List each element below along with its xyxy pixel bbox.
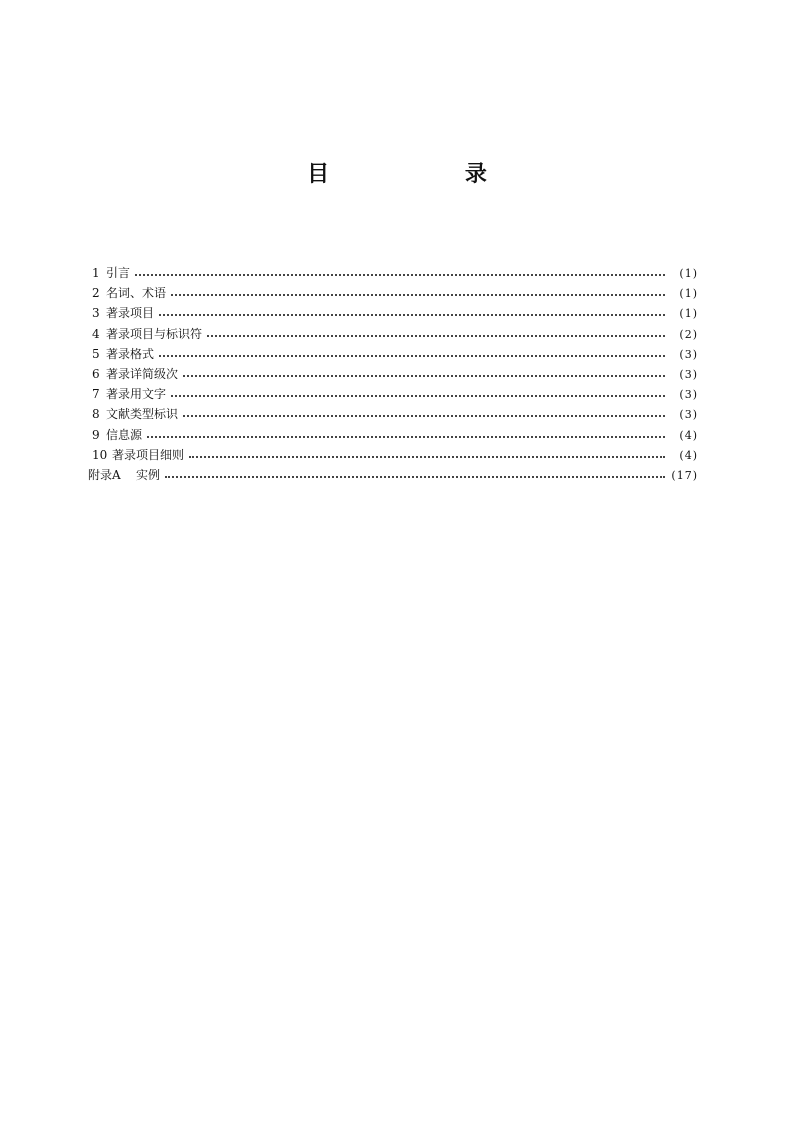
toc-entry-page: (1) bbox=[679, 307, 698, 321]
toc-entry-label: 信息源 bbox=[106, 427, 143, 442]
toc-entry-items[interactable] bbox=[88, 303, 698, 323]
toc-entry-appendix-a[interactable] bbox=[88, 465, 698, 485]
toc-leader-dots bbox=[207, 326, 665, 338]
toc-entry-label: 著录项目细则 bbox=[112, 447, 185, 462]
toc-leader-dots bbox=[189, 447, 665, 459]
toc-entry-page: (3) bbox=[679, 388, 698, 402]
toc-entry-page: (3) bbox=[679, 347, 698, 361]
toc-leader-dots bbox=[135, 265, 665, 277]
toc-entry-label: 著录项目 bbox=[106, 306, 155, 321]
toc-leader-dots bbox=[171, 386, 665, 398]
toc-entry-number: 8 bbox=[92, 407, 100, 422]
table-of-contents bbox=[88, 263, 698, 485]
toc-entry-script[interactable] bbox=[88, 384, 698, 404]
toc-leader-dots bbox=[183, 406, 665, 418]
toc-leader-dots bbox=[171, 285, 665, 297]
toc-entry-page: (1) bbox=[679, 287, 698, 301]
toc-entry-label: 名词、术语 bbox=[106, 286, 167, 301]
toc-entry-label: 文献类型标识 bbox=[106, 407, 179, 422]
page-title: 目 录 bbox=[307, 162, 551, 187]
toc-entry-items-identifiers[interactable] bbox=[88, 324, 698, 344]
toc-entry-number: 2 bbox=[92, 286, 100, 301]
toc-entry-page: (17) bbox=[671, 468, 698, 482]
toc-entry-number: 1 bbox=[92, 266, 100, 280]
toc-entry-rules[interactable] bbox=[88, 445, 698, 465]
toc-entry-label: 著录项目与标识符 bbox=[106, 326, 203, 341]
toc-leader-dots bbox=[159, 305, 665, 317]
toc-entry-label: 引言 bbox=[106, 266, 131, 280]
toc-entry-levels[interactable] bbox=[88, 364, 698, 384]
toc-entry-number: 3 bbox=[92, 306, 100, 321]
toc-entry-page: (2) bbox=[679, 327, 698, 341]
toc-entry-terms[interactable] bbox=[88, 283, 698, 303]
toc-leader-dots bbox=[183, 366, 665, 378]
toc-leader-dots bbox=[165, 467, 665, 479]
toc-entry-label: 著录用文字 bbox=[106, 387, 167, 402]
toc-leader-dots bbox=[159, 346, 665, 358]
toc-entry-number: 5 bbox=[92, 346, 100, 361]
toc-entry-page: (3) bbox=[679, 367, 698, 381]
toc-entry-number: 6 bbox=[92, 366, 100, 381]
toc-entry-label: 实例 bbox=[136, 467, 161, 482]
toc-entry-page: (4) bbox=[679, 448, 698, 462]
toc-entry-label: 著录格式 bbox=[106, 346, 155, 361]
toc-entry-page: (4) bbox=[679, 428, 698, 442]
toc-entry-page: (1) bbox=[679, 267, 698, 280]
toc-entry-number: 7 bbox=[92, 387, 100, 402]
toc-leader-dots bbox=[147, 427, 665, 439]
toc-entry-format[interactable] bbox=[88, 344, 698, 364]
toc-entry-number: 9 bbox=[92, 427, 100, 442]
toc-entry-label: 著录详简级次 bbox=[106, 366, 179, 381]
toc-entry-number: 附录A bbox=[88, 467, 121, 482]
toc-entry-page: (3) bbox=[679, 408, 698, 422]
toc-entry-doc-type[interactable] bbox=[88, 404, 698, 424]
toc-entry-number: 10 bbox=[92, 447, 108, 462]
toc-entry-source[interactable] bbox=[88, 425, 698, 445]
toc-entry-number: 4 bbox=[92, 326, 100, 341]
toc-entry-introduction[interactable] bbox=[88, 263, 698, 283]
